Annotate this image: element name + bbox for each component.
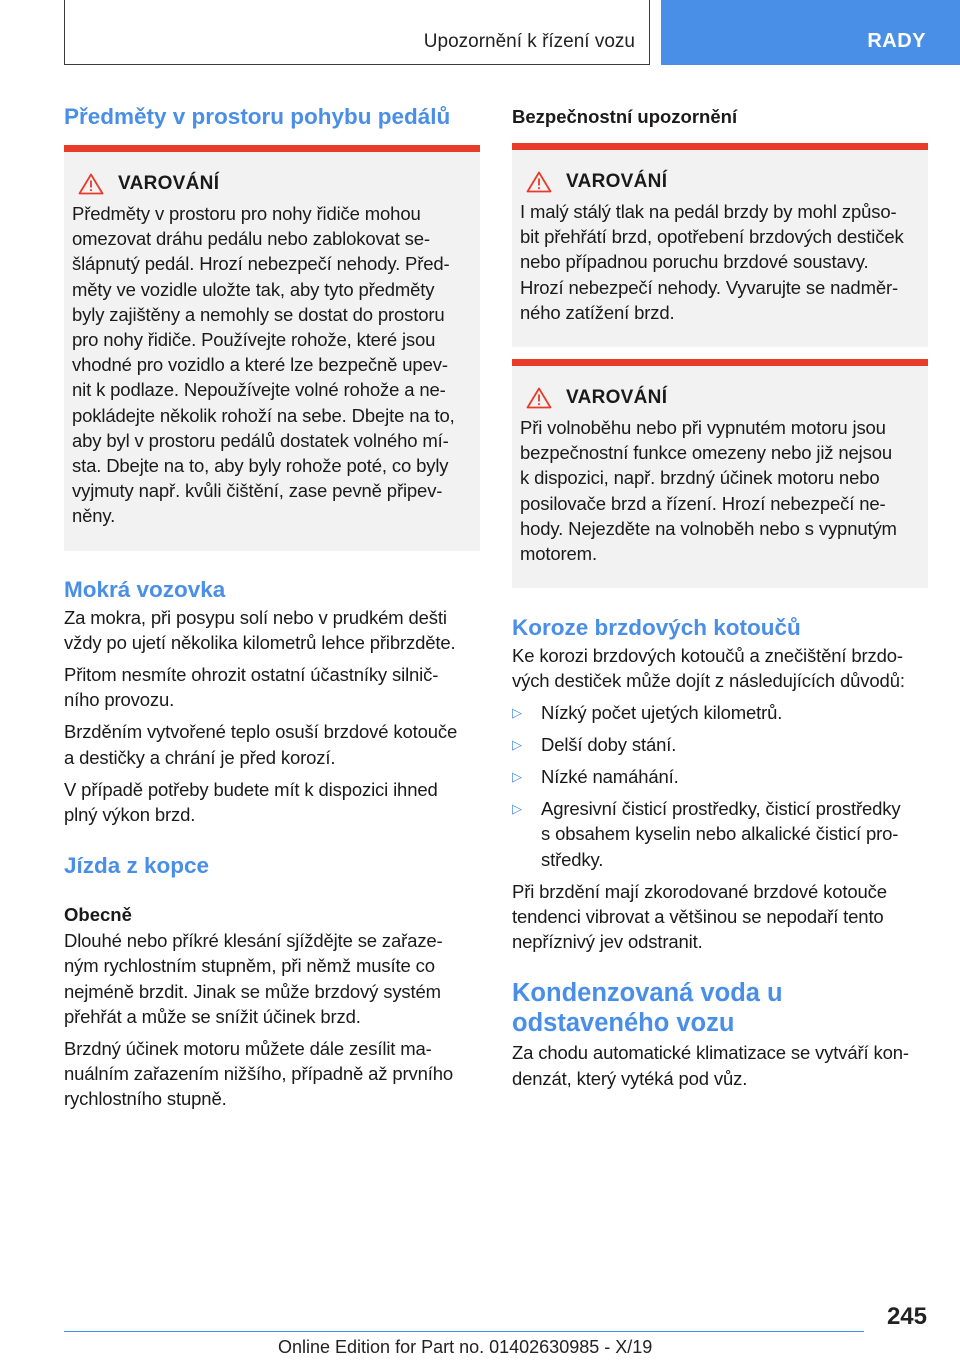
header-section-box xyxy=(64,0,650,65)
warning-triangle-icon xyxy=(526,171,552,193)
paragraph: V případě potřeby budete mít k dispozici ihned plný výkon brzd. xyxy=(64,778,438,826)
heading-objects-pedal-area: Předměty v prostoru pohybu pedálů xyxy=(64,104,451,129)
subheading-general: Obecně xyxy=(64,904,132,926)
paragraph: Dlouhé nebo příkré klesání sjíždějte se zařaze- ným rychlostním stupněm, při němž musíte co nejméně brzdit. Jinak se může brzdový systém přehřát a může se snížit účinek brzd. xyxy=(64,930,443,1027)
heading-downhill: Jízda z kopce xyxy=(64,853,210,879)
warning-box-objects xyxy=(64,145,480,551)
warning-box-idling xyxy=(512,359,928,588)
warning-header xyxy=(520,171,920,193)
corrosion-causes-list xyxy=(512,700,928,872)
warning-text: Při volnoběhu nebo při vypnutém motoru jsou bezpečnostní funkce omezeny nebo již nejsou k dispozici, např. brzdný účinek motoru nebo posilovače brzd a řízení. Hrozí nebezpečí ne- hody. Nejezděte na volnoběh nebo s vypnutým motorem. xyxy=(520,417,897,565)
triangle-bullet-icon: ▷ xyxy=(512,704,522,720)
paragraph: Brzdný účinek motoru můžete dále zesílit ma- nuálním zařazením nižšího, případně až prvního rychlostního stupně. xyxy=(64,1038,454,1110)
header-section-title: Upozornění k řízení vozu xyxy=(423,31,635,52)
list-item: ▷ Delší doby stání. xyxy=(512,733,677,755)
list-item: ▷ Nízké namáhání. xyxy=(512,766,679,788)
footer-divider xyxy=(64,1331,864,1332)
left-column xyxy=(64,102,480,1112)
warning-title: VAROVÁNÍ xyxy=(566,171,668,192)
heading-wet-road: Mokrá vozovka xyxy=(64,576,226,602)
header-chapter-label: RADY xyxy=(867,30,926,52)
page-number: 245 xyxy=(886,1303,927,1330)
warning-title: VAROVÁNÍ xyxy=(566,387,668,409)
warning-header xyxy=(72,173,472,195)
triangle-bullet-icon: ▷ xyxy=(512,801,522,817)
paragraph: Přitom nesmíte ohrozit ostatní účastníky silnič- ního provozu. xyxy=(64,664,439,711)
warning-triangle-icon xyxy=(78,173,104,195)
paragraph: Ke korozi brzdových kotoučů a znečištění brzdo- vých destiček může dojít z následujících důvodů: xyxy=(512,645,905,692)
header-chapter-tab xyxy=(661,0,960,65)
heading-safety-notes: Bezpečnostní upozornění xyxy=(512,106,738,127)
list-item: ▷ Nízký počet ujetých kilometrů. xyxy=(512,701,783,723)
warning-header xyxy=(520,387,920,409)
right-column xyxy=(512,102,928,1091)
warning-box-brake-pressure xyxy=(512,143,928,347)
paragraph: Brzděním vytvořené teplo osuší brzdové kotouče a destičky a chrání je před korozí. xyxy=(64,721,458,768)
heading-condensate: Kondenzovaná voda u odstaveného vozu xyxy=(512,979,783,1038)
paragraph: Za mokra, při posypu solí nebo v prudkém dešti vždy po ujetí několika kilometrů lehce přibrzděte. xyxy=(64,606,456,653)
warning-title: VAROVÁNÍ xyxy=(118,173,220,194)
list-item: ▷ Agresivní čisticí prostředky, čisticí prostředky s obsahem kyselin nebo alkalické čisticí pro- středky. xyxy=(512,798,901,870)
footer-edition-text: Online Edition for Part no. 01402630985 - X/19 xyxy=(278,1337,653,1357)
paragraph: Za chodu automatické klimatizace se vytváří kon- denzát, který vytéká pod vůz. xyxy=(512,1042,909,1089)
warning-text: I malý stálý tlak na pedál brzdy by mohl způso- bit přehřátí brzd, opotřebení brzdových destiček nebo případnou poruchu brzdové soustavy. Hrozí nebezpečí nehody. Vyvarujte se nadměr- ného zatížení brzd. xyxy=(520,201,904,323)
warning-text: Předměty v prostoru pro nohy řidiče mohou omezovat dráhu pedálu nebo zablokovat se- šlápnutý pedál. Hrozí nebezpečí nehody. Před- měty ve vozidle uložte tak, aby tyto předměty byly zajištěny a nemohly se dostat do prostoru pro nohy řidiče. Používejte rohože, které jsou vhodné pro vozidlo a které lze bezpečně upev- nit k podlaze. Nepoužívejte volné rohože a ne- pokládejte několik rohoží na sebe. Dbejte na to, aby byl v prostoru pedálů dostatek volného mí- sta. Dbejte na to, aby byly rohože poté, co byly vyjmuty např. kvůli čištění, zase pevně připev- něny. xyxy=(72,203,455,527)
triangle-bullet-icon: ▷ xyxy=(512,736,522,752)
heading-disc-corrosion: Koroze brzdových kotoučů xyxy=(512,615,801,641)
paragraph: Při brzdění mají zkorodované brzdové kotouče tendenci vibrovat a většinou se nepodaří tento nepříznivý jev odstranit. xyxy=(512,880,887,953)
triangle-bullet-icon: ▷ xyxy=(512,769,522,785)
warning-triangle-icon xyxy=(526,387,552,409)
